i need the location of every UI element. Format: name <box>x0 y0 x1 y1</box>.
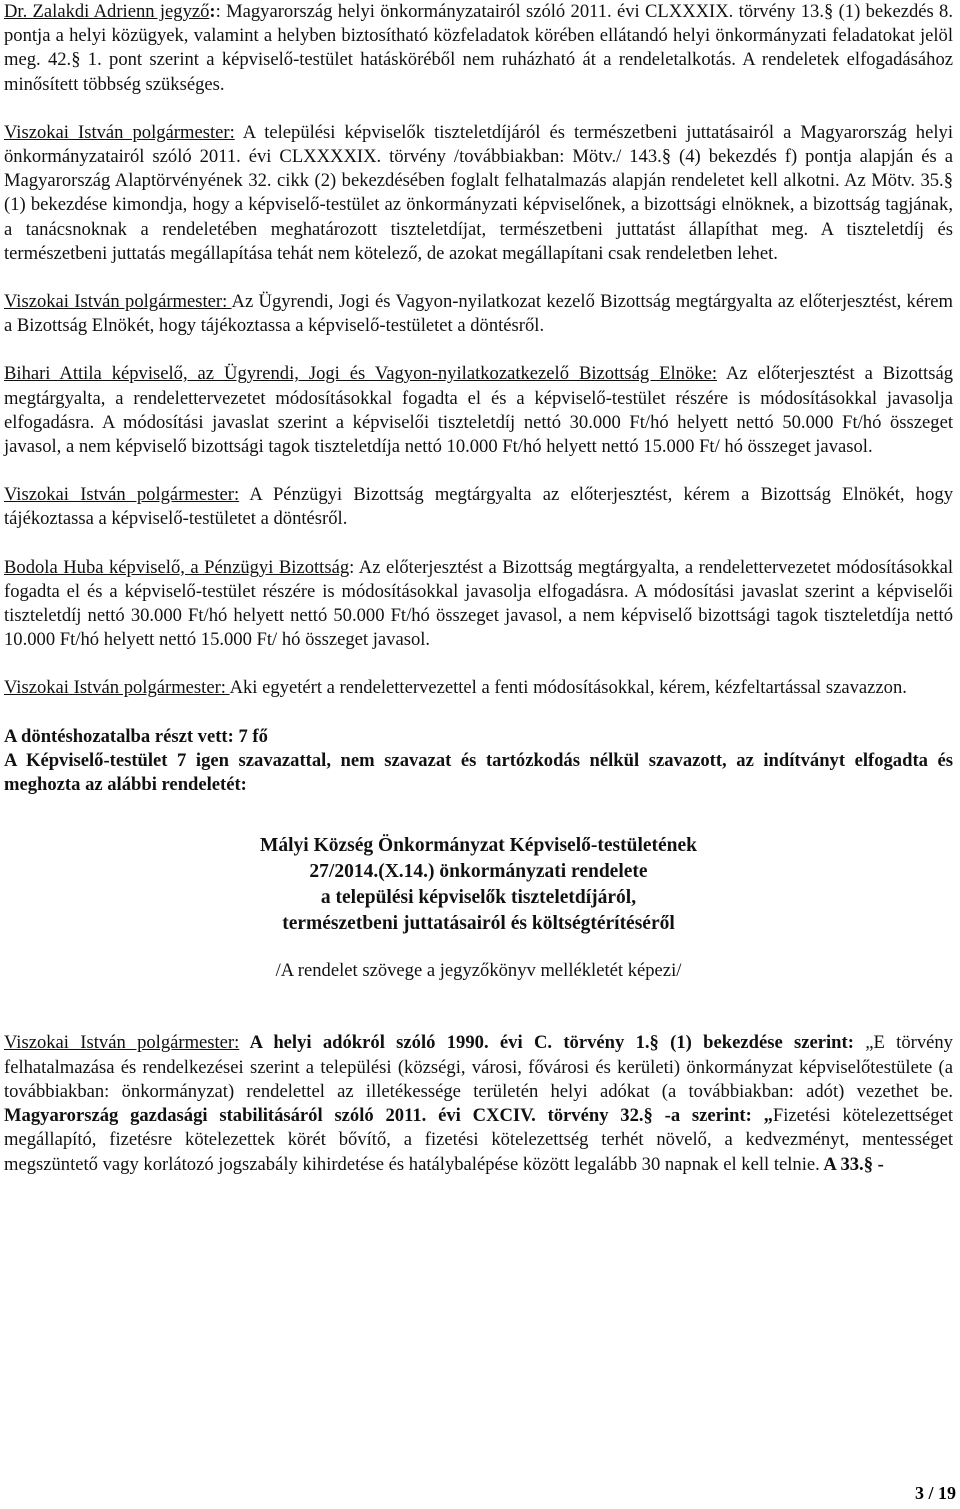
paragraph-notary: Dr. Zalakdi Adrienn jegyző:: Magyarország helyi önkormányzatairól szóló 2011. évi CLXXXIX. törvény 13.§ (1) bekezdés 8. pontja a helyi közügyek, valamint a helyben biztosítható közfeladatok körében ellátandó helyi önkormányzati feladatokat jelöl meg. 42.§ 1. pont szerint a képviselő-testület hatásköréből nem ruházható át a rendeletalkotás. A rendeletek elfogadásához minősített többség szükséges. <box>4 1 953 95</box>
speaker-mayor: Viszokai István polgármester: <box>4 677 230 699</box>
ordinance-title-3: a települési képviselők tiszteletdíjáról, <box>320 887 637 909</box>
ordinance-title-2: 27/2014.(X.14.) önkormányzati rendelete <box>309 861 648 883</box>
speaker-notary: Dr. Zalakdi Adrienn jegyző <box>4 1 210 22</box>
decision-result: A Képviselő-testület 7 igen szavazattal, nem szavazat és tartózkodás nélkül szavazott, az indítványt elfogadta és meghozta az alábbi rendeletét: <box>4 749 953 796</box>
speaker-mayor: Viszokai István polgármester: <box>4 121 235 143</box>
paragraph-mayor-4: Viszokai István polgármester: Aki egyetért a rendelettervezettel a fenti módosításokkal, kérem, kézfeltartással szavazzon. <box>4 677 907 699</box>
speaker-bodola: Bodola Huba képviselő, a Pénzügyi Bizottság <box>4 556 350 578</box>
ordinance-title-1: Mályi Község Önkormányzat Képviselő-testületének <box>259 835 698 857</box>
paragraph-mayor-2: Viszokai István polgármester: Az Ügyrendi, Jogi és Vagyon-nyilatkozat kezelő Bizottság megtárgyalta az előterjesztést, kérem a Bizottság Elnökét, hogy tájékoztassa a képviselő-testületet a döntésről. <box>4 291 953 337</box>
ordinance-note: /A rendelet szövege a jegyzőkönyv mellékletét képezi/ <box>275 960 682 982</box>
paragraph-mayor-5: Viszokai István polgármester: A helyi adókról szóló 1990. évi C. törvény 1.§ (1) bekezdése szerint: „E törvény felhatalmazása és rendelkezései szerint a települési (községi, városi, fővárosi és kerületi) önkormányzat képviselőtestülete (a továbbiakban: önkormányzat) rendelettel az illetékessége területén helyi adókat (a továbbiakban: adót) vezethet be. Magyarország gazdasági stabilitásáról szóló 2011. évi CXCIV. törvény 32.§ -a szerint: „Fizetési kötelezettséget megállapító, fizetésre kötelezettek körét bővítő, a fizetési kötelezettség terhét növelő, a kedvezményt, mentességet megszüntető vagy korlátozó jogszabály kihirdetése és hatálybalépése között legalább 30 napnak el kell telnie. A 33.§ - <box>4 1032 953 1175</box>
colon: : <box>209 1 216 22</box>
paragraph-mayor-3: Viszokai István polgármester: A Pénzügyi Bizottság megtárgyalta az előterjesztést, kérem a Bizottság Elnökét, hogy tájékoztassa a képviselő-testületet a döntésről. <box>4 484 953 530</box>
ordinance-title-4: természetbeni juttatásairól és költségtérítéséről <box>282 913 675 935</box>
decision-participants: A döntéshozatalba részt vett: 7 fő <box>4 725 268 747</box>
speaker-bihari: Bihari Attila képviselő, az Ügyrendi, Jogi és Vagyon-nyilatkozatkezelő Bizottság Elnöke: <box>4 363 717 385</box>
speaker-mayor: Viszokai István polgármester: <box>4 484 240 506</box>
page-number: 3 / 19 <box>914 1483 956 1503</box>
speaker-mayor: Viszokai István polgármester: <box>4 1032 240 1054</box>
paragraph-bihari: Bihari Attila képviselő, az Ügyrendi, Jogi és Vagyon-nyilatkozatkezelő Bizottság Elnöke: Az előterjesztést a Bizottság megtárgyalta, a rendelettervezetet módosításokkal fogadta el és a képviselő-testület részére is módosításokkal javasolja elfogadásra. A módosítási javaslat szerint a képviselői tiszteletdíj nettó 30.000 Ft/hó helyett nettó 50.000 Ft/hó összeget javasol, a nem képviselő bizottsági tagok tiszteletdíja nettó 10.000 Ft/hó helyett nettó 15.000 Ft/ hó összeget javasol. <box>4 363 954 458</box>
speaker-mayor: Viszokai István polgármester: <box>4 291 232 313</box>
document-page <box>4 0 953 1177</box>
paragraph-bodola: Bodola Huba képviselő, a Pénzügyi Bizottság: Az előterjesztést a Bizottság megtárgyalta, a rendelettervezetet módosításokkal fogadta el és a képviselő-testület részére is módosításokkal javasolja elfogadásra. A módosítási javaslat szerint a képviselői tiszteletdíj nettó 30.000 Ft/hó helyett nettó 50.000 Ft/hó összeget javasol, a nem képviselő bizottsági tagok tiszteletdíja nettó 10.000 Ft/hó helyett nettó 15.000 Ft/ hó összeget javasol. <box>4 556 954 651</box>
paragraph-mayor-1: Viszokai István polgármester: A települési képviselők tiszteletdíjáról és természetbeni juttatásairól a Magyarország helyi önkormányzatairól szóló 2011. évi CLXXXXIX. törvény /továbbiakban: Mötv./ 143.§ (4) bekezdés f) pontja alapján és a Magyarország Alaptörvényének 32. cikk (2) bekezdésében foglalt felhatalmazás alapján rendeletet kell alkotni. Az Mötv. 35.§ (1) bekezdése kimondja, hogy a képviselő-testület az önkormányzati képviselőnek, a bizottsági elnöknek, a bizottság tagjának, a tanácsnoknak a rendeletében meghatározott tiszteletdíjat, természetbeni juttatást állapíthat meg. A tiszteletdíj és természetbeni juttatás megállapítása tehát nem kötelező, de azokat megállapítani csak rendeletben lehet. <box>4 121 953 264</box>
